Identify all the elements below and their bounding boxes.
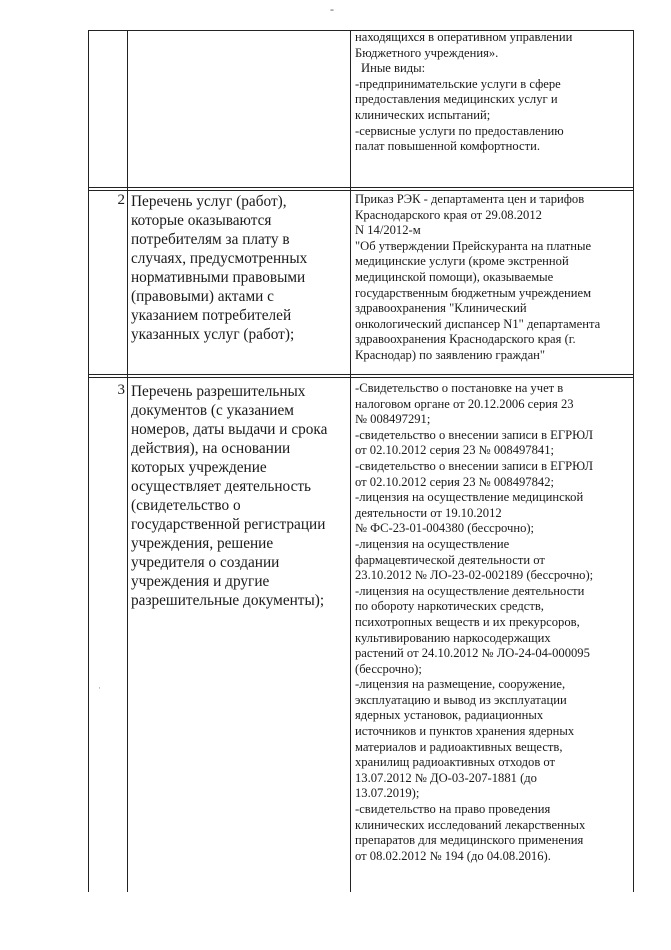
row-3-description-line: которых учреждение (131, 459, 267, 476)
row-3-description-line: государственной регистрации (131, 516, 326, 533)
row-3-content-line: фармацевтической деятельности от (355, 552, 545, 567)
row-3-content-line: 23.10.2012 № ЛО-23-02-002189 (бессрочно); (355, 568, 594, 583)
row-3-content-line: № ФС-23-01-004380 (бессрочно); (355, 521, 535, 536)
row-1-content-line: находящихся в оперативном управлении (355, 30, 573, 44)
row-2-content-line: медицинской помощи), оказываемые (355, 269, 554, 284)
row-2-content-line: N 14/2012-м (355, 223, 421, 238)
row-2-description-line: Перечень услуг (работ), (131, 193, 287, 210)
row-2-content-line: медицинские услуги (кроме экстренной (355, 254, 569, 269)
row-3-content-line: культивированию наркосодержащих (355, 630, 551, 645)
row-2-content-line: здравоохранения "Клинический (355, 301, 527, 316)
row-3-content-line: -лицензия на осуществление медицинской (355, 490, 584, 505)
row-1-content-line: клинических испытаний; (355, 107, 491, 122)
row-2-description-line: которые оказываются (131, 212, 272, 229)
row-1-content-line: -предпринимательские услуги в сфере (355, 76, 561, 91)
row-2-description-line: указанием потребителей (131, 307, 292, 324)
row-3-description-line: номеров, даты выдачи и срока (131, 421, 328, 438)
row-3-description (131, 382, 345, 610)
row-2-content-line: онкологический диспансер N1" департамента (355, 316, 601, 331)
row-3-content-line: налоговом органе от 20.12.2006 серия 23 (355, 396, 574, 411)
row-3-content-line: 13.07.2012 № ДО-03-207-1881 (до (355, 770, 537, 785)
row-2-content-line: здравоохранения Краснодарского края (г. (355, 332, 576, 347)
row-3-content-line: от 02.10.2012 серия 23 № 008497842; (355, 474, 554, 489)
row-1-content-line: палат повышенной комфортности. (355, 139, 540, 154)
row-3-description-line: осуществляет деятельность (131, 478, 312, 495)
row-divider-2b (88, 377, 634, 378)
row-3-content-line: 13.07.2019); (355, 786, 420, 801)
row-3-content-line: по обороту наркотических средств, (355, 599, 544, 614)
row-3-content-line: от 08.02.2012 № 194 (до 04.08.2016). (355, 848, 551, 863)
row-3-description-line: действия), на основании (131, 440, 291, 457)
row-2-content (355, 192, 627, 364)
row-3-content-line: материалов и радиоактивных веществ, (355, 739, 563, 754)
row-2-description-line: (правовыми) актами с (131, 288, 274, 305)
row-1-content-line: Бюджетного учреждения». (355, 45, 499, 60)
row-3-description-line: учредителя о создании (131, 554, 280, 571)
row-divider-1b (88, 190, 634, 191)
row-3-content-line: клинических исследований лекарственных (355, 817, 586, 832)
table-col-divider-1 (127, 30, 128, 892)
row-3-content-line: № 008497291; (355, 412, 431, 427)
row-3-content-line: -Свидетельство о постановке на учет в (355, 381, 564, 395)
page-top-mark: - (330, 2, 334, 16)
row-3-description-line: (свидетельство о (131, 497, 241, 514)
row-3-content-line: растений от 24.10.2012 № ЛО-24-04-000095 (355, 646, 590, 661)
row-2-content-line: Краснодарского края от 29.08.2012 (355, 207, 542, 222)
row-1-content-line: -сервисные услуги по предоставлению (355, 123, 564, 138)
row-divider-1 (88, 187, 634, 188)
row-3-content-line: психотропных веществ и их прекурсоров, (355, 614, 580, 629)
row-3-description-line: учреждения и другие (131, 573, 270, 590)
table-right-border (633, 30, 634, 892)
row-2-description-line: случаях, предусмотренных (131, 250, 308, 267)
row-3-description-line: Перечень разрешительных (131, 383, 306, 400)
row-2-content-line: Приказ РЭК - департамента цен и тарифов (355, 192, 585, 206)
row-2-description-line: потребителям за плату в (131, 231, 290, 248)
row-1-content (355, 30, 627, 155)
row-3-content-line: эксплуатацию и вывод из эксплуатации (355, 692, 567, 707)
scan-speck: · (98, 683, 101, 693)
row-2-content-line: "Об утверждении Прейскуранта на платные (355, 238, 592, 253)
row-3-number: 3 (117, 382, 125, 398)
row-3-content-line: -лицензия на осуществление (355, 536, 510, 551)
row-3-description-line: разрешительные документы); (131, 592, 325, 609)
row-3-content-line: от 02.10.2012 серия 23 № 008497841; (355, 443, 554, 458)
row-3-description-line: учреждения, решение (131, 535, 274, 552)
table-col-divider-2 (350, 30, 351, 892)
row-3-content (355, 381, 627, 864)
row-2-number: 2 (117, 192, 125, 208)
row-2-description-line: указанных услуг (работ); (131, 326, 295, 343)
row-3-content-line: (бессрочно); (355, 661, 422, 676)
row-3-content-line: -свидетельство о внесении записи в ЕГРЮЛ (355, 458, 594, 473)
table-left-border (88, 30, 89, 892)
row-3-content-line: -лицензия на размещение, сооружение, (355, 677, 566, 692)
row-3-content-line: -лицензия на осуществление деятельности (355, 583, 585, 598)
row-3-content-line: хранилищ радиоактивных отходов от (355, 755, 556, 770)
row-3-content-line: -свидетельство на право проведения (355, 802, 551, 817)
row-3-content-line: препаратов для медицинского применения (355, 833, 584, 848)
row-1-content-line: Иные виды: (361, 61, 426, 76)
row-3-content-line: источников и пунктов хранения ядерных (355, 724, 575, 739)
row-3-content-line: деятельности от 19.10.2012 (355, 505, 502, 520)
row-1-content-line: предоставления медицинских услуг и (355, 92, 558, 107)
row-3-content-line: -свидетельство о внесении записи в ЕГРЮЛ (355, 427, 594, 442)
row-2-description (131, 192, 345, 344)
row-2-content-line: Краснодар) по заявлению граждан" (355, 347, 546, 362)
row-3-content-line: ядерных установок, радиационных (355, 708, 544, 723)
row-3-description-line: документов (с указанием (131, 402, 294, 419)
row-2-description-line: нормативными правовыми (131, 269, 306, 286)
row-2-content-line: государственным бюджетным учреждением (355, 285, 592, 300)
row-divider-2 (88, 374, 634, 375)
